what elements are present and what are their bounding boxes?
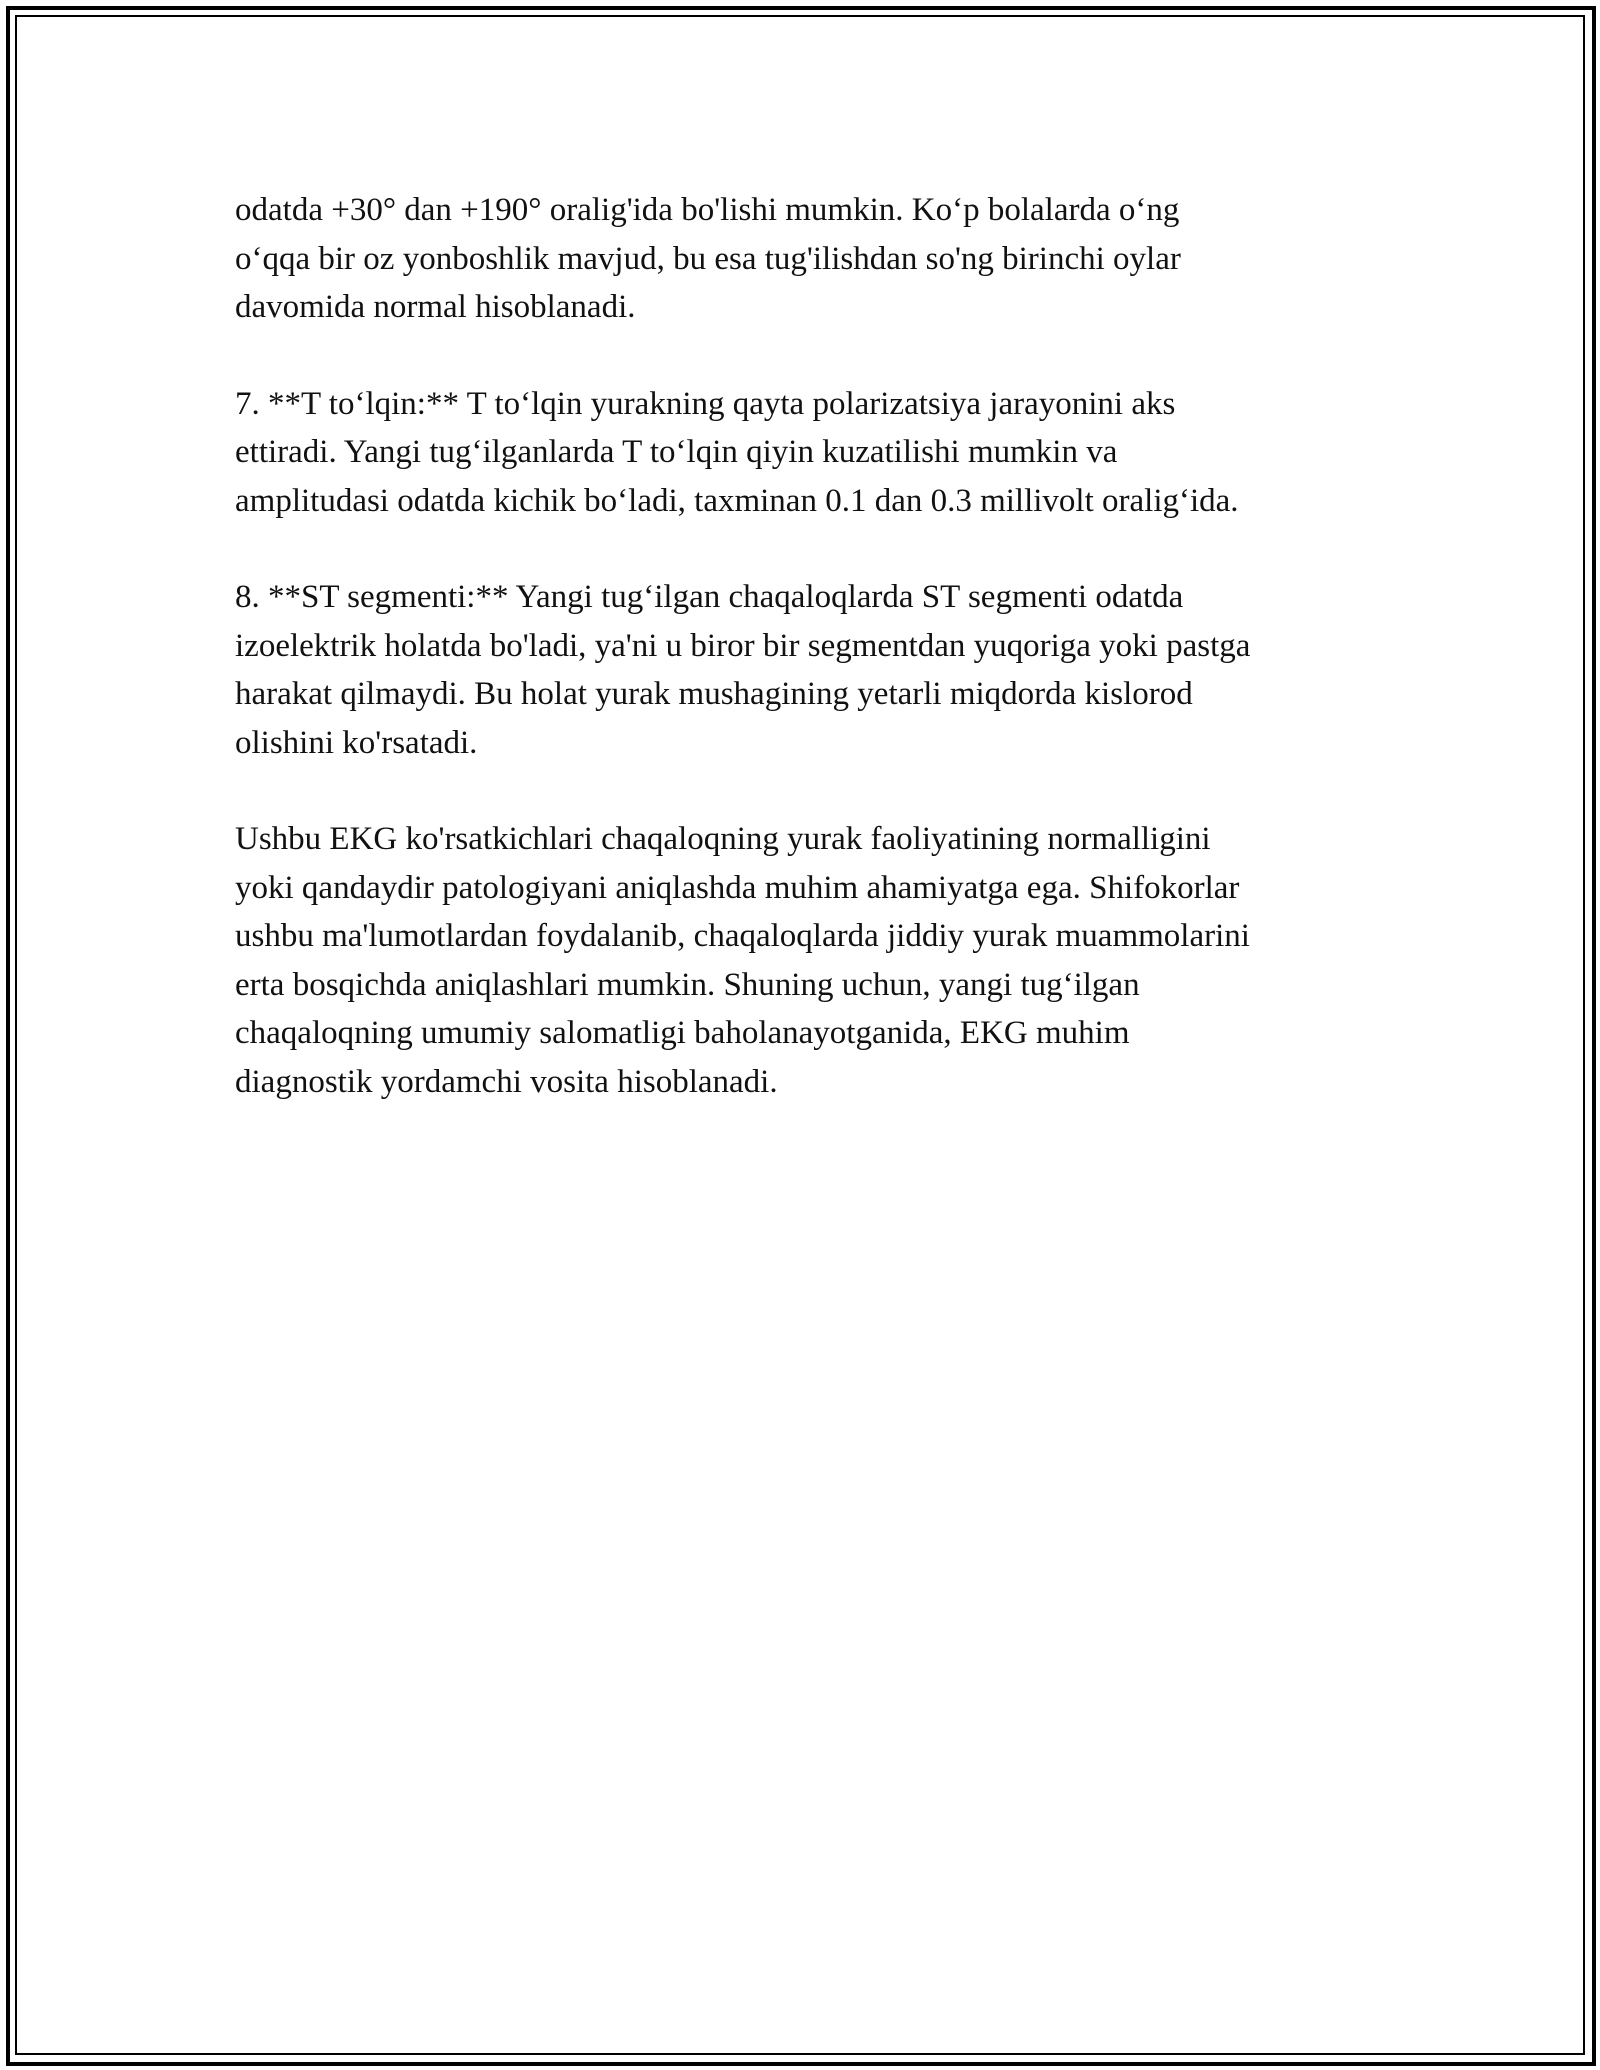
text-line: izoelektrik holatda bo'ladi, ya'ni u biror bir segmentdan yuqoriga yoki pastga <box>235 627 1251 664</box>
text-line: ushbu ma'lumotlardan foydalanib, chaqaloqlarda jiddiy yurak muammolarini <box>235 918 1250 954</box>
text-line: amplitudasi odatda kichik bo‘ladi, taxminan 0.1 dan 0.3 millivolt oralig‘ida. <box>235 482 1239 519</box>
text-line: o‘qqa bir oz yonboshlik mavjud, bu esa tug'ilishdan so'ng birinchi oylar <box>235 240 1181 277</box>
text-line: odatda +30° dan +190° oralig'ida bo'lishi mumkin. Ko‘p bolalarda o‘ng <box>235 192 1180 228</box>
text-line: 7. **T to‘lqin:** T to‘lqin yurakning qayta polarizatsiya jarayonini aks <box>235 385 1176 422</box>
text-line: ettiradi. Yangi tug‘ilganlarda T to‘lqin qiyin kuzatilishi mumkin va <box>235 434 1118 470</box>
document-body <box>235 186 1375 1154</box>
paragraph-conclusion <box>235 815 1375 1106</box>
text-line: diagnostik yordamchi vosita hisoblanadi. <box>235 1063 778 1100</box>
text-line: chaqaloqning umumiy salomatligi baholanayotganida, EKG muhim <box>235 1015 1130 1051</box>
paragraph-st-segment <box>235 573 1375 767</box>
text-line: davomida normal hisoblanadi. <box>235 289 636 325</box>
text-line: 8. **ST segmenti:** Yangi tug‘ilgan chaqaloqlarda ST segmenti odatda <box>235 579 1184 615</box>
paragraph-axis-continuation <box>235 186 1375 332</box>
text-line: yoki qandaydir patologiyani aniqlashda muhim ahamiyatga ega. Shifokorlar <box>235 869 1240 906</box>
text-line: harakat qilmaydi. Bu holat yurak mushagining yetarli miqdorda kislorod <box>235 676 1193 712</box>
text-line: erta bosqichda aniqlashlari mumkin. Shuning uchun, yangi tug‘ilgan <box>235 966 1140 1003</box>
text-line: olishini ko'rsatadi. <box>235 724 478 761</box>
text-line: Ushbu EKG ko'rsatkichlari chaqaloqning yurak faoliyatining normalligini <box>235 821 1211 857</box>
paragraph-t-wave <box>235 380 1375 526</box>
